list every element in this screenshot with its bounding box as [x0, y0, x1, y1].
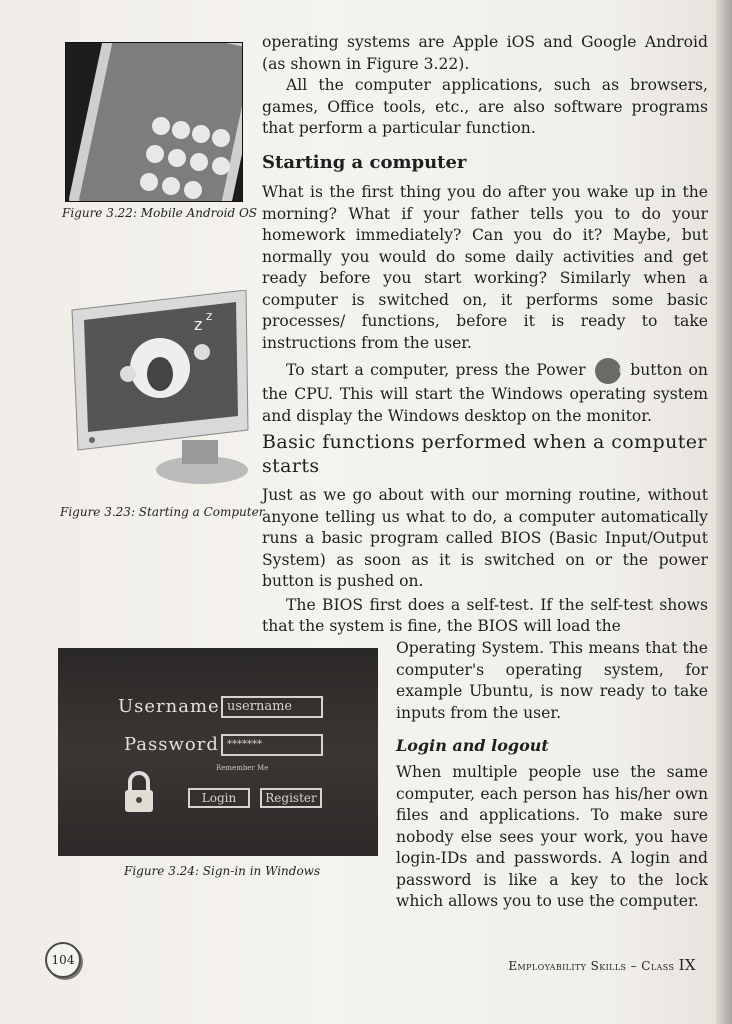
figure-caption: Figure 3.22: Mobile Android OS — [62, 206, 258, 220]
figure-starting-computer — [70, 290, 250, 495]
username-field[interactable]: username — [221, 696, 323, 718]
svg-text:z: z — [206, 309, 213, 323]
paragraph-os — [262, 32, 708, 140]
padlock-icon — [122, 770, 156, 818]
username-label: Username — [118, 696, 220, 717]
svg-text:z: z — [194, 315, 203, 334]
figure-caption: Figure 3.23: Starting a Computer — [60, 505, 265, 519]
footer-title — [508, 956, 696, 974]
heading-basic-functions: Basic functions performed when a computer starts — [262, 431, 707, 477]
remember-me-label[interactable]: Remember Me — [216, 764, 269, 772]
figure-sign-in-windows — [58, 648, 378, 856]
password-label: Password — [124, 734, 219, 755]
paragraph-os-load — [396, 638, 708, 724]
padlock-svg — [122, 770, 156, 814]
page-edge — [716, 0, 732, 1024]
paragraph-text: operating systems are Apple iOS and Google Android (as shown in Figure 3.22). — [262, 33, 708, 73]
heading-starting-computer: Starting a computer — [262, 152, 467, 173]
paragraph-text: To start a computer, press the Power — [286, 361, 586, 379]
login-button[interactable]: Login — [188, 788, 250, 808]
paragraph-text: The BIOS first does a self-test. If the self-test shows that the system is fine, the BIOS will load the — [262, 595, 708, 635]
footer-class-number: IX — [678, 956, 696, 974]
power-icon: ⏻ — [595, 358, 621, 384]
paragraph-text: All the computer applications, such as browsers, games, Office tools, etc., are also software programs that perform a particular function. — [262, 76, 708, 137]
paragraph-starting — [262, 182, 708, 427]
paragraph-login — [396, 762, 708, 913]
password-field[interactable]: ******* — [221, 734, 323, 756]
register-button[interactable]: Register — [260, 788, 322, 808]
heading-login-logout: Login and logout — [396, 736, 549, 755]
footer-book-title: Employability Skills – Class — [508, 959, 675, 973]
page-number: 104 — [45, 942, 81, 978]
paragraph-text: When multiple people use the same computer, each person has his/her own files and applications. To make sure nobody else sees your work, you have login-IDs and passwords. A login and password is like a key to the lock which allows you to use the computer. — [396, 763, 708, 910]
paragraph-text: What is the first thing you do after you wake up in the morning? What if your father tells you to do your homework immediately? Can you do it? Maybe, but normally you would do some daily activities and get ready before you start working? Similarly when a computer is switched on, it performs some basic processes/ functions, before it is ready to take instructions from the user. — [262, 183, 708, 352]
paragraph-power — [262, 358, 708, 427]
figure-mobile-android — [65, 42, 243, 202]
paragraph-text: button on the CPU. This will start the Windows operating system and display the Windows desktop on the monitor. — [262, 361, 708, 425]
paragraph-bios — [262, 485, 708, 638]
paragraph-text: Operating System. This means that the computer's operating system, for example Ubuntu, is now ready to take inputs from the user. — [396, 639, 708, 722]
paragraph-text: Just as we go about with our morning routine, without anyone telling us what to do, a computer automatically runs a basic program called BIOS (Basic Input/Output System) as soon as it is switched on or the power button is pushed on. — [262, 486, 708, 590]
android-phone-image — [65, 42, 243, 202]
figure-caption: Figure 3.24: Sign-in in Windows — [124, 864, 321, 878]
yawning-monitor-image — [70, 290, 250, 495]
